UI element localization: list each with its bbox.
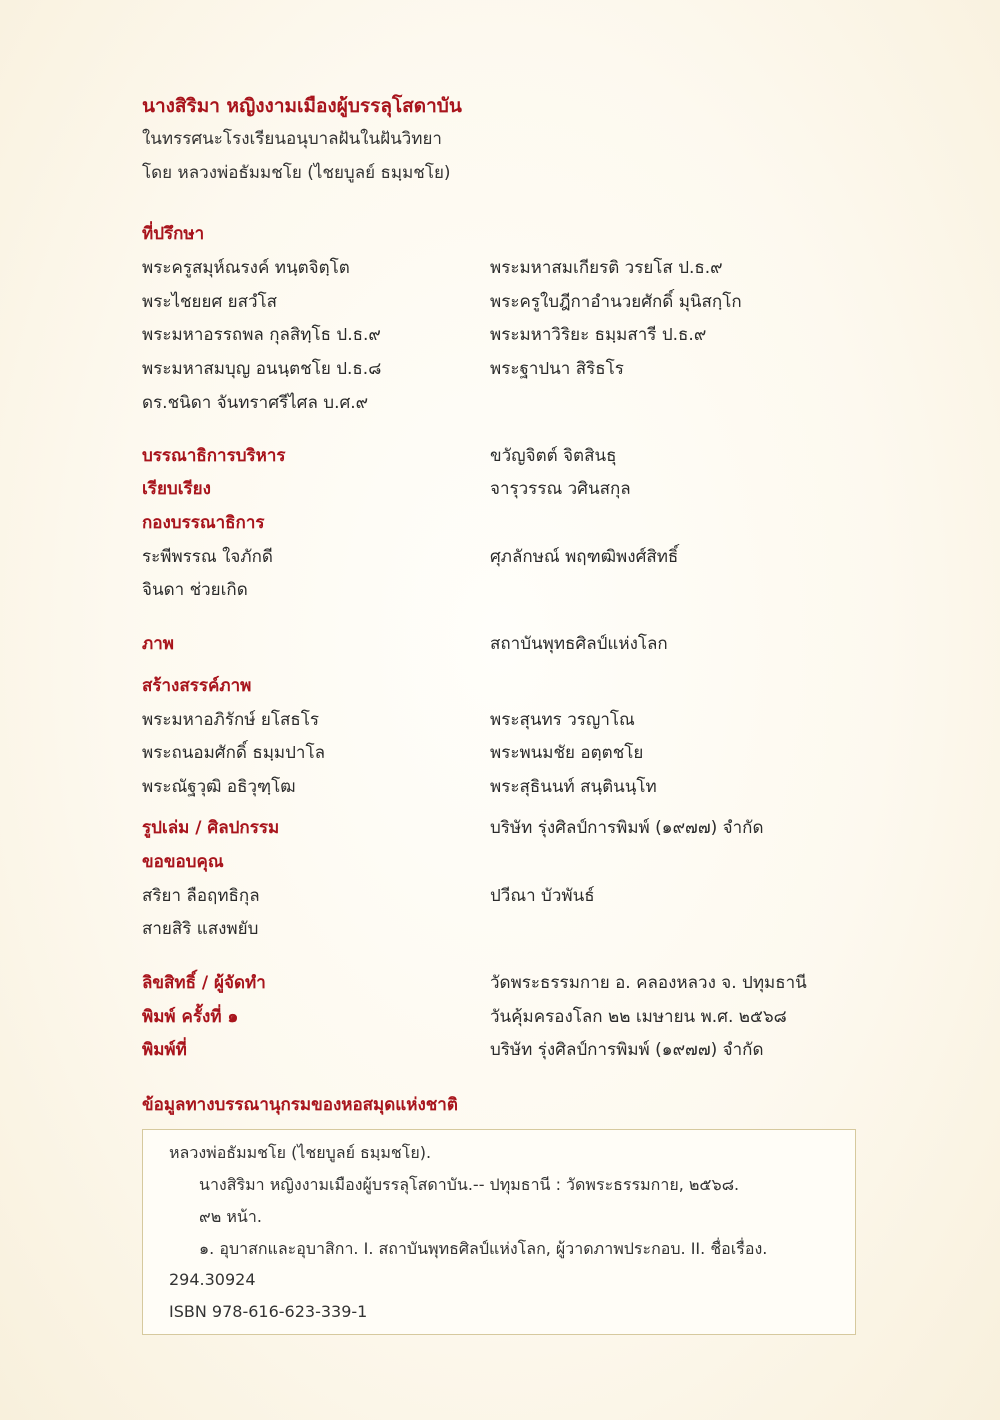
exec-editor-label: บรรณาธิการบริหาร	[142, 446, 286, 466]
advisor-name: พระไชยยศ ยสวํโส	[142, 292, 278, 312]
editorial-board-heading-row	[142, 506, 862, 540]
cip-line: ๑. อุบาสกและอุบาสิกา. I. สถาบันพุทธศิลป์แห่งโลก, ผู้วาดภาพประกอบ. II. ชื่อเรื่อง.	[199, 1239, 768, 1258]
compiler-label: เรียบเรียง	[142, 479, 211, 499]
images-row	[142, 627, 862, 661]
advisors-row	[142, 251, 862, 285]
layout-art-label: รูปเล่ม / ศิลปกรรม	[142, 818, 280, 838]
image-creators-row	[142, 703, 862, 737]
thanks-name: ปวีณา บัวพันธ์	[490, 886, 595, 906]
advisors-row	[142, 386, 862, 420]
advisors-row	[142, 352, 862, 386]
book-title: นางสิริมา หญิงงามเมืองผู้บรรลุโสดาบัน	[142, 95, 462, 117]
edition-row	[142, 1000, 862, 1034]
creator-name: พระสุนทร วรญาโณ	[490, 710, 635, 730]
thanks-name: สริยา ลือฤทธิกุล	[142, 886, 260, 906]
layout-art-row	[142, 811, 862, 845]
compiler-name: จารุวรรณ วศินสกุล	[490, 479, 631, 499]
advisors-row	[142, 285, 862, 319]
image-creators-label: สร้างสรรค์ภาพ	[142, 676, 252, 696]
thanks-label: ขอขอบคุณ	[142, 852, 224, 872]
creator-name: พระสุธินนท์ สนฺตินนฺโท	[490, 777, 657, 797]
image-creators-row	[142, 736, 862, 770]
compiler-row	[142, 472, 862, 506]
cip-line: ISBN 978-616-623-339-1	[169, 1302, 368, 1321]
advisor-name: พระครูสมุห์ณรงค์ ทนฺตจิตฺโต	[142, 258, 350, 278]
board-member-name: ระพีพรรณ ใจภักดี	[142, 547, 273, 567]
book-subtitle: ในทรรศนะโรงเรียนอนุบาลฝันในฝันวิทยา	[142, 129, 442, 149]
advisor-name: พระครูใบฎีกาอำนวยศักดิ์ มุนิสกฺโก	[490, 292, 742, 312]
advisor-name: พระมหาวิริยะ ธมฺมสารี ป.ธ.๙	[490, 325, 707, 345]
editorial-board-row	[142, 540, 862, 574]
title-block	[142, 90, 462, 190]
creator-name: พระณัฐวุฒิ อธิวุฑฺโฒ	[142, 777, 296, 797]
cip-line: 294.30924	[169, 1270, 256, 1289]
copyright-label: ลิขสิทธิ์ / ผู้จัดทำ	[142, 973, 266, 993]
image-creators-row	[142, 770, 862, 804]
thanks-row	[142, 879, 862, 913]
copyright-row	[142, 966, 862, 1000]
advisor-name: พระมหาอรรถพล กุลสิทฺโธ ป.ธ.๙	[142, 325, 381, 345]
advisor-name: พระฐาปนา สิริธโร	[490, 359, 624, 379]
cip-line: นางสิริมา หญิงงามเมืองผู้บรรลุโสดาบัน.-- ปทุมธานี : วัดพระธรรมกาย, ๒๕๖๘.	[199, 1175, 740, 1194]
advisor-name: พระมหาสมเกียรติ วรยโส ป.ธ.๙	[490, 258, 723, 278]
creator-name: พระถนอมศักดิ์ ธมฺมปาโล	[142, 743, 325, 763]
creator-name: พระพนมชัย อตฺตชโย	[490, 743, 644, 763]
printer-row	[142, 1033, 862, 1067]
cip-line: หลวงพ่อธัมมชโย (ไชยบูลย์ ธมฺมชโย).	[169, 1143, 432, 1162]
editorial-board-row	[142, 573, 862, 607]
advisor-name: พระมหาสมบุญ อนนฺตชโย ป.ธ.๘	[142, 359, 382, 379]
edition-label: พิมพ์ ครั้งที่ ๑	[142, 1007, 239, 1027]
exec-editor-name: ขวัญจิตต์ จิตสินธุ	[490, 446, 617, 466]
printer-value: บริษัท รุ่งศิลป์การพิมพ์ (๑๙๗๗) จำกัด	[490, 1040, 764, 1060]
thanks-name: สายสิริ แสงพยับ	[142, 919, 259, 939]
advisors-heading-row	[142, 217, 862, 251]
image-creators-heading-row	[142, 669, 862, 703]
copyright-value: วัดพระธรรมกาย อ. คลองหลวง จ. ปทุมธานี	[490, 973, 807, 993]
thanks-heading-row	[142, 845, 862, 879]
creator-name: พระมหาอภิรักษ์ ยโสธโร	[142, 710, 319, 730]
layout-art-value: บริษัท รุ่งศิลป์การพิมพ์ (๑๙๗๗) จำกัด	[490, 818, 764, 838]
advisors-heading: ที่ปรึกษา	[142, 224, 205, 244]
book-author: โดย หลวงพ่อธัมมชโย (ไชยบูลย์ ธมฺมชโย)	[142, 163, 451, 183]
board-member-name: ศุภลักษณ์ พฤฑฒิพงศ์สิทธิ์	[490, 547, 679, 567]
edition-value: วันคุ้มครองโลก ๒๒ เมษายน พ.ศ. ๒๕๖๘	[490, 1007, 787, 1027]
board-member-name: จินดา ช่วยเกิด	[142, 580, 248, 600]
cip-heading: ข้อมูลทางบรรณานุกรมของหอสมุดแห่งชาติ	[142, 1095, 458, 1115]
exec-editor-row	[142, 439, 862, 473]
advisor-name: ดร.ชนิดา จันทราศรีไศล บ.ศ.๙	[142, 393, 369, 413]
editorial-board-label: กองบรรณาธิการ	[142, 513, 265, 533]
cip-line: ๙๒ หน้า.	[199, 1207, 262, 1226]
images-label: ภาพ	[142, 634, 174, 654]
advisors-row	[142, 318, 862, 352]
cip-box	[142, 1129, 856, 1335]
printer-label: พิมพ์ที่	[142, 1040, 187, 1060]
thanks-row	[142, 912, 862, 946]
images-value: สถาบันพุทธศิลป์แห่งโลก	[490, 634, 668, 654]
